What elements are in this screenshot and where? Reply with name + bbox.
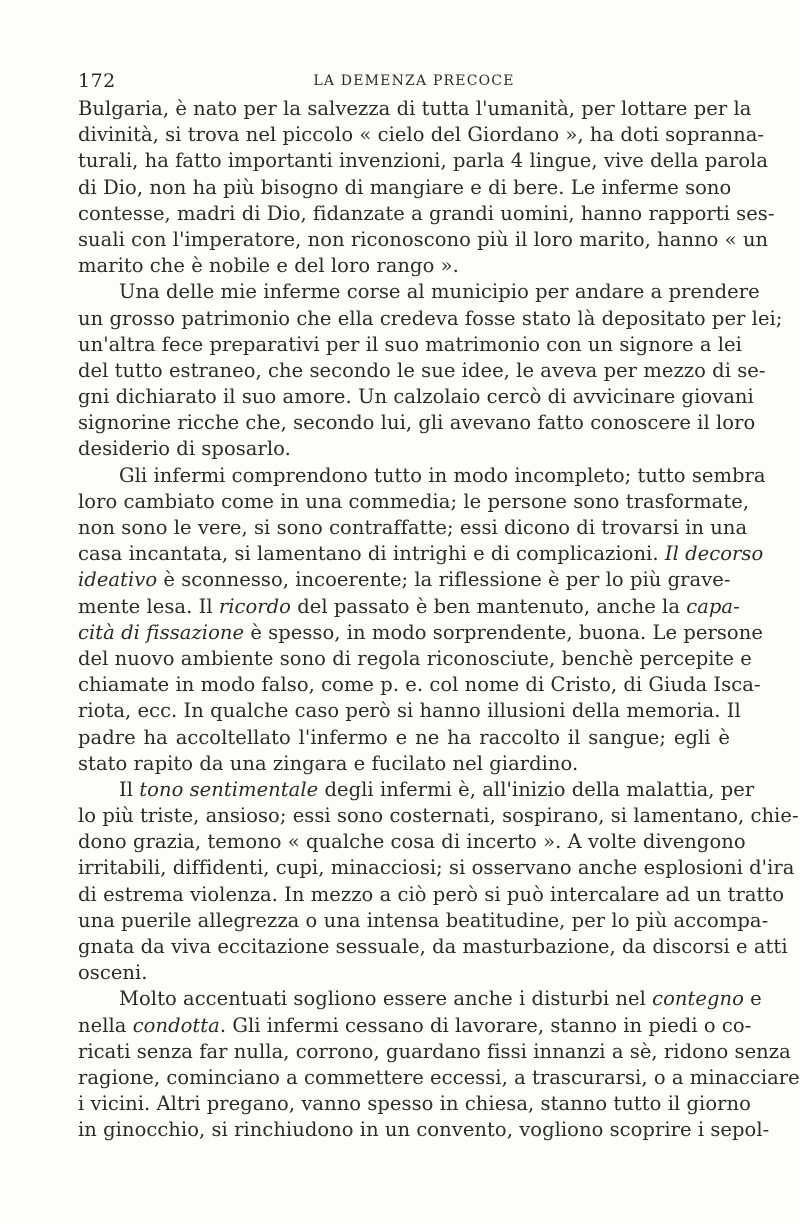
text-line — [78, 489, 750, 515]
italic-run: Il decorso — [664, 542, 764, 566]
text-run: marito che è nobile e del loro rango ». — [78, 254, 459, 278]
text-run: in ginocchio, si rinchiudono in un convento, vogliono scoprire i sepol- — [78, 1118, 770, 1142]
text-run: turali, ha fatto importanti invenzioni, parla 4 lingue, vive della parola — [78, 149, 769, 173]
text-line — [78, 751, 730, 777]
text-line — [78, 175, 730, 201]
text-line — [78, 1013, 752, 1039]
text-line — [78, 1065, 800, 1091]
text-run: dono grazia, temono « qualche cosa di incerto ». A volte divengono — [78, 830, 746, 854]
text-run: osceni. — [78, 961, 148, 985]
italic-run: tono sentimentale — [139, 777, 319, 801]
text-run: e — [743, 987, 762, 1011]
text-line — [78, 515, 748, 541]
text-line — [78, 410, 756, 436]
running-title: LA DEMENZA PRECOCE — [313, 73, 515, 89]
text-run: Gli infermi comprendono tutto in modo incompleto; tutto sembra — [119, 463, 766, 487]
text-run: loro cambiato come in una commedia; le persone sono trasformate, — [78, 489, 750, 513]
text-line — [78, 646, 752, 672]
italic-run: cità di fissazione — [78, 620, 245, 644]
text-run: chiamate in modo falso, come p. e. col nome di Cristo, di Giuda Isca- — [78, 673, 761, 697]
page-number: 172 — [78, 70, 116, 92]
text-line — [78, 1091, 751, 1117]
text-run: lo più triste, ansioso; essi sono costernati, sospirano, si lamentano, chie- — [78, 804, 799, 828]
text-run: del nuovo ambiente sono di regola riconosciute, benchè percepite e — [78, 646, 752, 670]
text-run: è sconnesso, incoerente; la riflessione è per lo più grave- — [157, 568, 731, 592]
text-run: degli infermi è, all'inizio della malattia, per — [318, 777, 755, 801]
text-line — [78, 253, 730, 279]
text-line — [78, 594, 740, 620]
text-line — [78, 672, 761, 698]
text-line — [78, 96, 752, 122]
text-run: suali con l'imperatore, non riconoscono più il loro marito, hanno « un — [78, 227, 769, 251]
text-run: di Dio, non ha più bisogno di mangiare e di bere. Le inferme sono — [78, 175, 732, 199]
text-run: riota, ecc. In qualche caso però si hanno illusioni della memoria. Il — [78, 699, 741, 723]
text-line — [78, 436, 730, 462]
text-line — [78, 934, 788, 960]
text-line — [78, 855, 795, 881]
text-run: i vicini. Altri pregano, vanno spesso in chiesa, stanno tutto il giorno — [78, 1092, 751, 1116]
text-line — [78, 148, 769, 174]
text-run: irritabili, diffidenti, cupi, minacciosi; si osservano anche esplosioni d'ira — [78, 856, 795, 880]
text-line — [78, 882, 785, 908]
text-run: Una delle mie inferme corse al municipio per andare a prendere — [119, 280, 760, 304]
text-line — [78, 384, 754, 410]
text-run: del passato è ben mantenuto, anche la — [290, 594, 687, 618]
text-line — [78, 567, 730, 593]
text-run: signorine ricche che, secondo lui, gli avevano fatto conoscere il loro — [78, 411, 756, 435]
text-line — [78, 829, 746, 855]
text-run: ragione, cominciano a commettere eccessi, a trascurarsi, o a minacciare — [78, 1065, 800, 1089]
italic-run: capa- — [686, 594, 740, 618]
text-run: Bulgaria, è nato per la salvezza di tutta l'umanità, per lottare per la — [78, 97, 752, 120]
text-line — [78, 279, 760, 305]
text-line — [78, 122, 765, 148]
text-run: padre ha accoltellato l'infermo e ne ha raccolto il sangue; egli è — [78, 725, 730, 749]
text-line — [78, 201, 775, 227]
text-line — [78, 332, 742, 358]
text-line — [78, 698, 741, 724]
text-run: divinità, si trova nel piccolo « cielo del Giordano », ha doti sopranna- — [78, 123, 765, 147]
text-line — [78, 986, 762, 1012]
text-run: un'altra fece preparativi per il suo matrimonio con un signore a lei — [78, 332, 742, 356]
text-run: un grosso patrimonio che ella credeva fosse stato là depositato per lei; — [78, 306, 783, 330]
text-run: una puerile allegrezza o una intensa beatitudine, per lo più accompa- — [78, 908, 769, 932]
italic-run: condotta — [132, 1013, 220, 1037]
text-run: gni dichiarato il suo amore. Un calzolaio cercò di avvicinare giovani — [78, 385, 754, 409]
text-run: Molto accentuati sogliono essere anche i disturbi nel — [119, 987, 653, 1011]
text-line — [78, 541, 764, 567]
text-line — [78, 908, 769, 934]
text-run: desiderio di sposarlo. — [78, 437, 291, 461]
text-line — [78, 960, 730, 986]
text-run: . Gli infermi cessano di lavorare, stanno in piedi o co- — [219, 1013, 752, 1037]
text-line — [78, 725, 730, 751]
text-run: del tutto estraneo, che secondo le sue idee, le aveva per mezzo di se- — [78, 358, 766, 382]
text-line — [78, 803, 799, 829]
text-line — [78, 463, 766, 489]
text-run: nella — [78, 1013, 133, 1037]
text-run: mente lesa. Il — [78, 594, 219, 618]
text-line — [78, 1039, 791, 1065]
text-run: ricati senza far nulla, corrono, guardano fissi innanzi a sè, ridono senza — [78, 1039, 791, 1063]
text-run: stato rapito da una zingara e fucilato nel giardino. — [78, 751, 579, 775]
text-line — [78, 1117, 770, 1143]
text-run: è spesso, in modo sorprendente, buona. Le persone — [244, 620, 763, 644]
text-run: gnata da viva eccitazione sessuale, da masturbazione, da discorsi e atti — [78, 935, 788, 958]
text-run: contesse, madri di Dio, fidanzate a grandi uomini, hanno rapporti ses- — [78, 201, 775, 225]
text-run: casa incantata, si lamentano di intrighi e di complicazioni. — [78, 542, 665, 566]
text-line — [78, 227, 769, 253]
text-line — [78, 358, 766, 384]
running-head — [78, 70, 730, 94]
italic-run: contegno — [652, 987, 744, 1011]
text-line — [78, 620, 763, 646]
italic-run: ideativo — [78, 568, 158, 592]
text-run: non sono le vere, si sono contraffatte; essi dicono di trovarsi in una — [78, 516, 748, 539]
text-line — [78, 777, 755, 803]
italic-run: ricordo — [218, 594, 291, 618]
text-run: Il — [119, 777, 140, 801]
body-text — [78, 96, 800, 1144]
text-run: di estrema violenza. In mezzo a ciò però si può intercalare ad un tratto — [78, 882, 785, 906]
text-line — [78, 306, 783, 332]
